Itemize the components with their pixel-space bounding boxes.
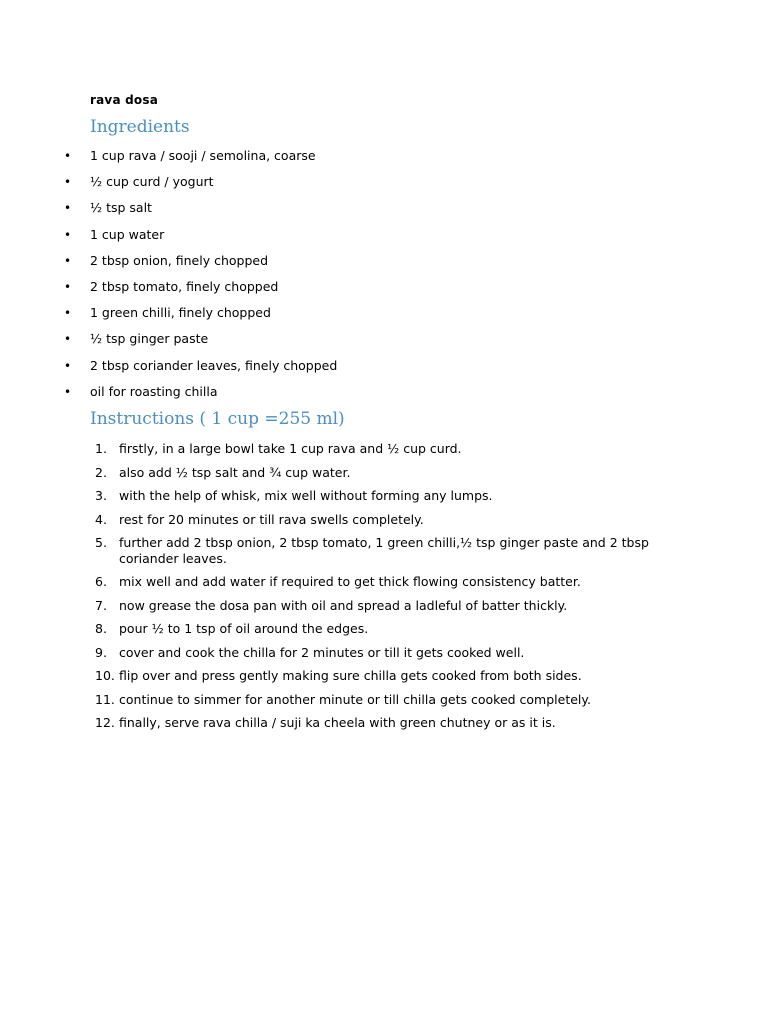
- bullet-icon: •: [64, 332, 72, 347]
- step-text: firstly, in a large bowl take 1 cup rava and ½ cup curd.: [119, 441, 462, 456]
- ingredient-text: 1 cup rava / sooji / semolina, coarse: [90, 148, 316, 163]
- instruction-step: [0, 572, 664, 596]
- step-number: 1.: [95, 441, 107, 456]
- bullet-icon: •: [64, 384, 72, 399]
- ingredient-text: 1 cup water: [90, 226, 165, 242]
- step-number: 3.: [95, 488, 107, 503]
- step-number: 6.: [95, 574, 107, 589]
- instruction-step: [0, 619, 664, 643]
- bullet-icon: •: [64, 358, 72, 373]
- step-number: 4.: [95, 511, 107, 527]
- instruction-step: [0, 713, 664, 737]
- ingredient-text: oil for roasting chilla: [90, 383, 218, 399]
- bullet-icon: •: [64, 149, 72, 163]
- bullet-icon: •: [64, 306, 72, 321]
- instruction-step: [0, 533, 664, 572]
- bullet-icon: •: [64, 253, 72, 268]
- instruction-step: [0, 596, 664, 620]
- step-text: finally, serve rava chilla / suji ka cheela with green chutney or as it is.: [119, 715, 556, 730]
- step-text: rest for 20 minutes or till rava swells completely.: [119, 511, 424, 527]
- step-text: mix well and add water if required to get thick flowing consistency batter.: [119, 574, 581, 589]
- ingredient-text: 2 tbsp tomato, finely chopped: [90, 278, 279, 294]
- ingredient-text: 1 green chilli, finely chopped: [90, 305, 271, 321]
- step-text: cover and cook the chilla for 2 minutes or till it gets cooked well.: [119, 644, 525, 660]
- step-text: continue to simmer for another minute or till chilla gets cooked completely.: [119, 691, 591, 707]
- instruction-list: [0, 439, 664, 737]
- bullet-icon: •: [64, 227, 72, 242]
- step-number: 2.: [95, 464, 107, 480]
- recipe-title: rava dosa: [90, 93, 158, 107]
- step-text: also add ½ tsp salt and ¾ cup water.: [119, 464, 351, 480]
- instruction-step: [0, 439, 664, 463]
- step-text: pour ½ to 1 tsp of oil around the edges.: [119, 621, 369, 636]
- step-number: 11.: [95, 691, 115, 707]
- bullet-icon: •: [64, 175, 72, 190]
- instruction-step: [0, 666, 664, 690]
- step-text: with the help of whisk, mix well without forming any lumps.: [119, 488, 493, 503]
- instruction-step: [0, 643, 664, 667]
- step-number: 5.: [95, 535, 107, 550]
- instructions-heading: Instructions ( 1 cup =255 ml): [90, 409, 345, 429]
- ingredient-text: ½ tsp salt: [90, 200, 152, 216]
- ingredients-heading: Ingredients: [90, 117, 190, 137]
- step-text: further add 2 tbsp onion, 2 tbsp tomato, 1 green chilli,½ tsp ginger paste and 2 tbsp coriander leaves.: [119, 535, 649, 566]
- step-text: flip over and press gently making sure chilla gets cooked from both sides.: [119, 668, 582, 683]
- step-text: now grease the dosa pan with oil and spread a ladleful of batter thickly.: [119, 597, 568, 613]
- bullet-icon: •: [64, 201, 72, 216]
- instruction-step: [0, 463, 664, 487]
- instruction-step: [0, 510, 664, 534]
- step-number: 8.: [95, 621, 107, 636]
- ingredient-text: 2 tbsp onion, finely chopped: [90, 252, 269, 268]
- step-number: 10.: [95, 668, 115, 683]
- step-number: 7.: [95, 597, 107, 613]
- step-number: 9.: [95, 644, 107, 660]
- ingredient-text: ½ cup curd / yogurt: [90, 174, 214, 190]
- ingredient-text: 2 tbsp coriander leaves, finely chopped: [90, 357, 338, 373]
- step-number: 12.: [95, 715, 115, 730]
- instruction-step: [0, 486, 664, 510]
- bullet-icon: •: [64, 279, 72, 294]
- ingredient-text: ½ tsp ginger paste: [90, 331, 209, 347]
- instruction-step: [0, 690, 664, 714]
